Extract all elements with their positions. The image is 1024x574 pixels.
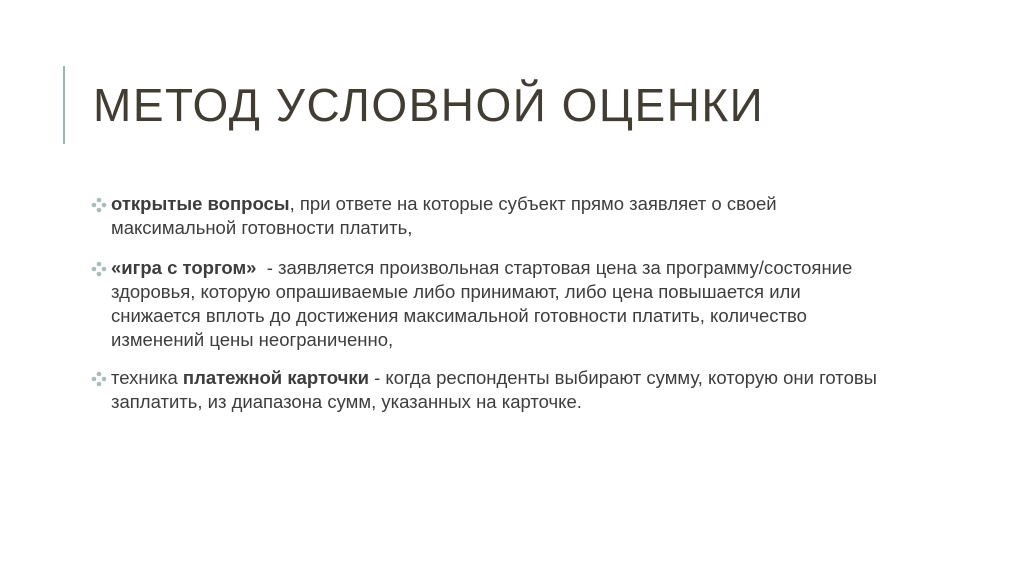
bullet-lead: техника: [111, 367, 183, 388]
bullet-rest: - когда респонденты выбирают сумму, которую они готовы заплатить, из диапазона сумм, указанных на карточке.: [111, 367, 877, 412]
diamond-dots-icon: [91, 197, 107, 213]
bullet-item-open-questions: [91, 192, 891, 240]
slide-title: МЕТОД УСЛОВНОЙ ОЦЕНКИ: [93, 79, 765, 131]
bullet-bold-term: открытые вопросы: [111, 193, 290, 214]
bullet-list: [91, 192, 891, 430]
bullet-text: [111, 367, 877, 412]
bullet-bold-term: «игра с торгом»: [111, 257, 257, 278]
title-accent-bar: [63, 66, 65, 144]
diamond-dots-icon: [91, 371, 107, 387]
bullet-rest: , при ответе на которые субъект прямо заявляет о своей максимальной готовности платить,: [111, 193, 777, 238]
bullet-text: [111, 193, 777, 238]
bullet-item-payment-card: [91, 366, 891, 414]
bullet-bold-term: платежной карточки: [182, 367, 369, 388]
bullet-text: [111, 257, 857, 350]
bullet-item-bidding-game: [91, 256, 891, 352]
diamond-dots-icon: [91, 261, 107, 277]
bullet-rest: - заявляется произвольная стартовая цена за программу/состояние здоровья, которую опрашиваемые либо принимают, либо цена повышается или снижается вплоть до достижения максимальной готовности платить, количество изменений цены неограниченно,: [111, 257, 858, 350]
